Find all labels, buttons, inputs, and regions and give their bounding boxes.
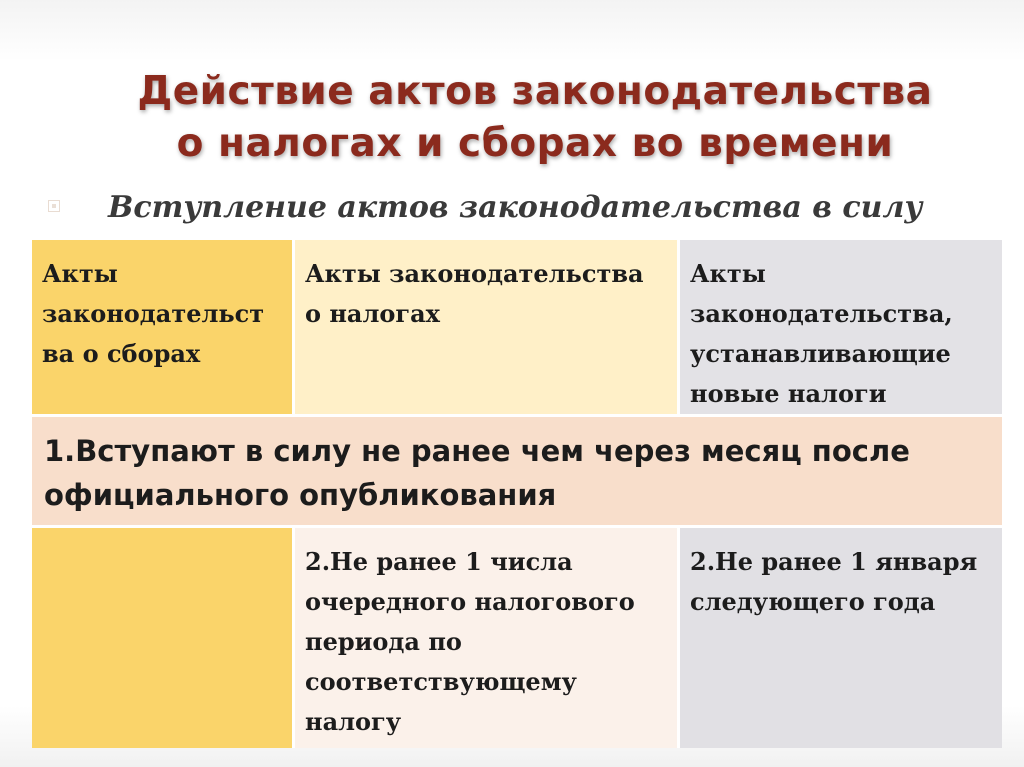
title-line-1: Действие актов законодательства [137,69,933,114]
header-new-taxes-text: Акты законодательства, устанавливающие новые налоги [690,259,953,408]
header-fees-text: Акты законодательст ва о сборах [42,259,265,368]
bottom-cell-fees [32,528,292,748]
title-line-2: о налогах и сборах во времени [176,121,894,166]
law-table [32,240,1002,748]
row-entry-into-force [32,417,1002,525]
header-cell-taxes [295,240,677,414]
bottom-taxes-text: 2.Не ранее 1 числа очередного налогового периода по соответствующему налогу [305,547,635,736]
bottom-cell-taxes [295,528,677,748]
header-taxes-text: Акты законодательства о налогах [305,259,644,328]
bottom-cell-new-taxes [680,528,1002,748]
subtitle: Вступление актов законодательства в силу [108,190,923,225]
row-entry-into-force-text: 1.Вступают в силу не ранее чем через месяц после официального опубликования [44,434,910,512]
bullet-icon [48,200,60,212]
header-cell-new-taxes [680,240,1002,414]
subtitle-row [48,188,988,228]
header-cell-fees [32,240,292,414]
slide-title [60,66,1010,170]
bottom-new-taxes-text: 2.Не ранее 1 января следующего года [690,547,978,616]
